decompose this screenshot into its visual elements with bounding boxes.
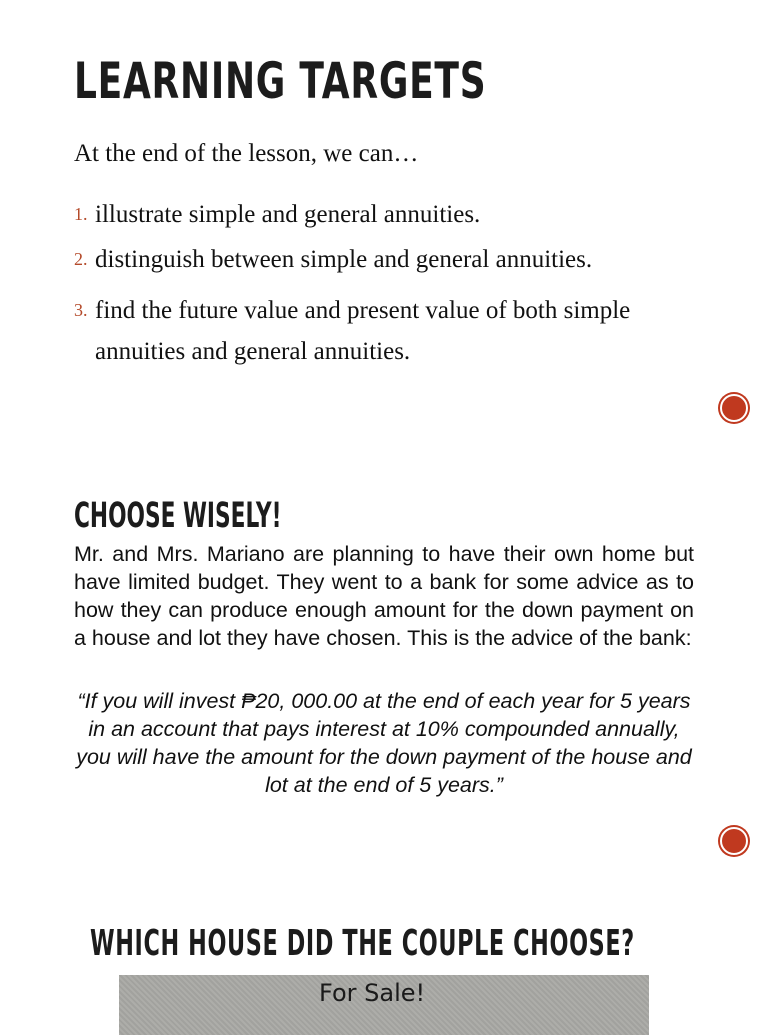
slide-title: WHICH HOUSE DID THE COUPLE CHOOSE?: [90, 923, 635, 964]
accent-dot-icon: [720, 394, 748, 422]
slide-which-house: [0, 905, 768, 1024]
list-item: [74, 194, 694, 235]
list-item-text: find the future value and present value of both simple annuities and general annuities.: [95, 297, 631, 365]
accent-dot-icon: [720, 827, 748, 855]
intro-text: At the end of the lesson, we can…: [74, 140, 419, 167]
list-number: 2.: [74, 249, 88, 269]
slide-choose-wisely: [0, 470, 768, 870]
for-sale-photo: [119, 975, 649, 1035]
list-item: [74, 239, 694, 280]
learning-targets-list: [74, 194, 694, 376]
list-item-text: illustrate simple and general annuities.: [95, 201, 481, 228]
list-item: [74, 290, 694, 372]
photo-caption: For Sale!: [319, 979, 426, 1007]
problem-paragraph: Mr. and Mrs. Mariano are planning to have their own home but have limited budget. They went to a bank for some advice as to how they can produce enough amount for the down payment on a house and lot they have chosen. This is the advice of the bank:: [74, 542, 694, 650]
slide-learning-targets: [0, 0, 768, 440]
slide-title: LEARNING TARGETS: [74, 52, 487, 110]
list-number: 3.: [74, 300, 88, 320]
list-number: 1.: [74, 204, 88, 224]
list-item-text: distinguish between simple and general annuities.: [95, 246, 593, 273]
bank-advice-quote: “If you will invest ₱20, 000.00 at the end of each year for 5 years in an account that pays interest at 10% compounded annually, you will have the amount for the down payment of the house and lot at the end of 5 years.”: [76, 689, 692, 797]
slide-title: CHOOSE WISELY!: [74, 496, 282, 536]
